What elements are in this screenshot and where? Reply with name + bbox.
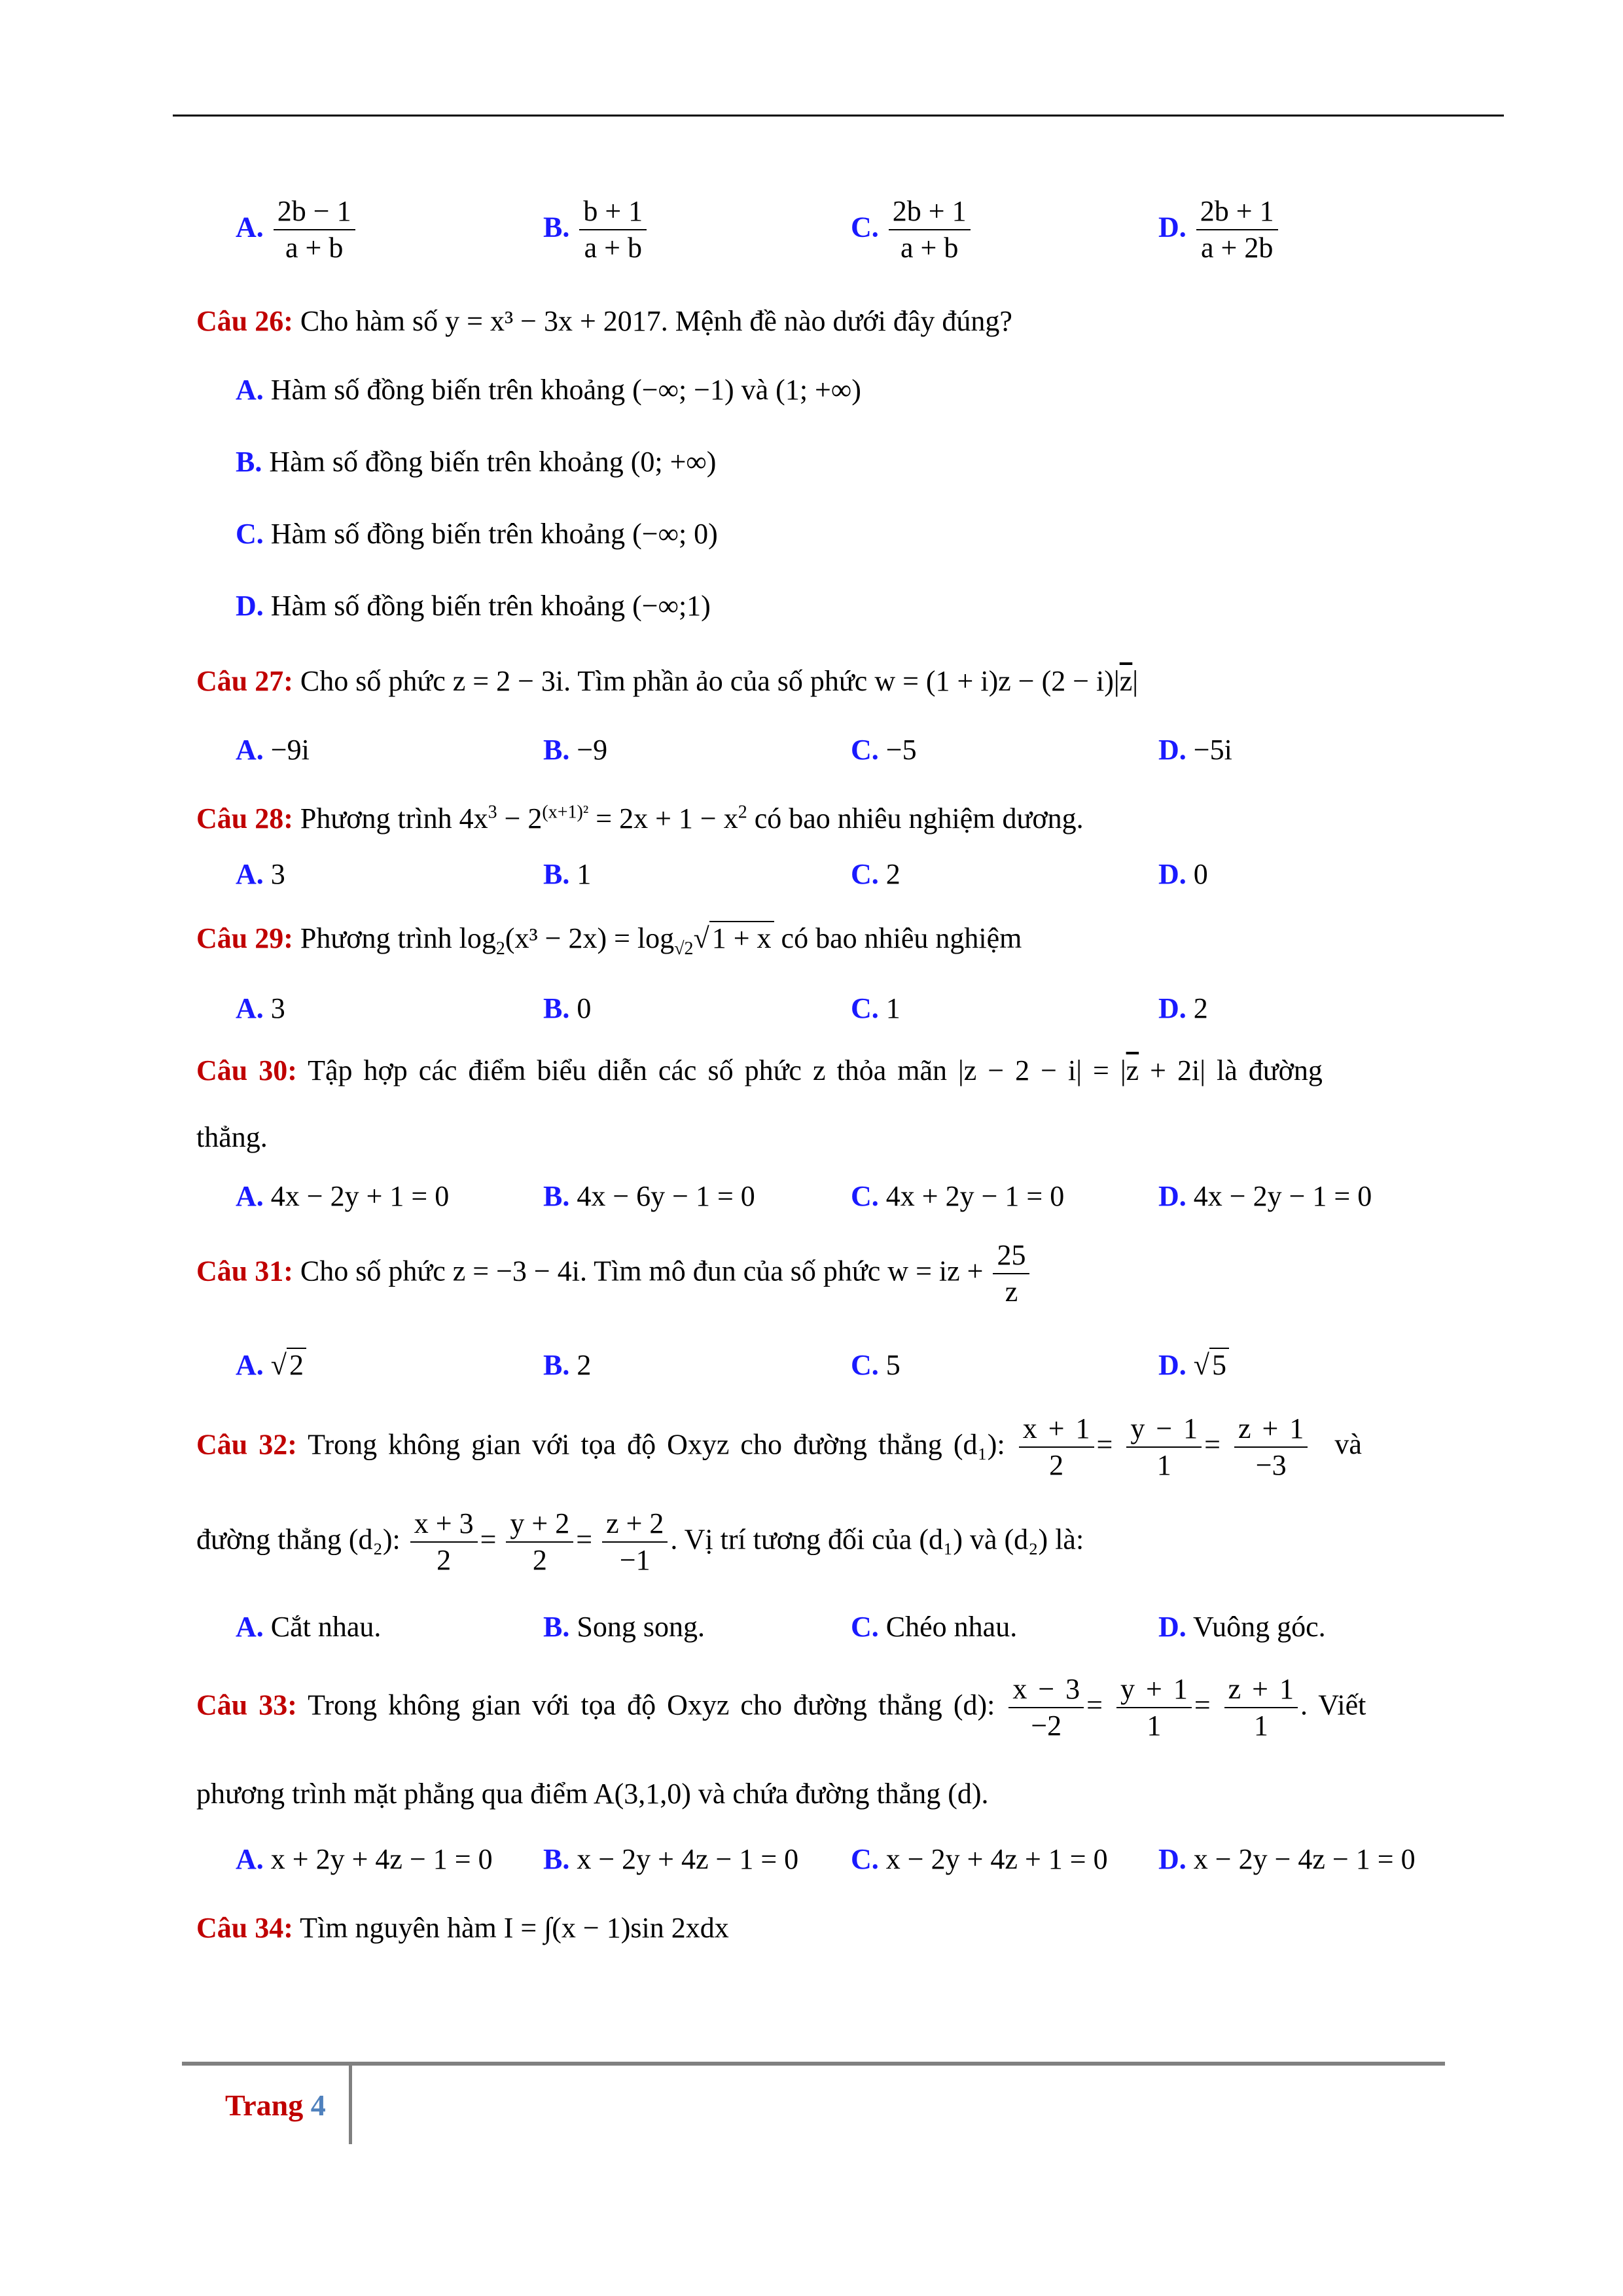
q29-option-d[interactable]: D. 2 — [1158, 992, 1208, 1024]
question-34: Câu 34: Tìm nguyên hàm I = ∫(x − 1)sin 2xdx — [196, 1912, 729, 1944]
q31-option-b[interactable]: B. 2 — [543, 1349, 592, 1381]
question-32-line2: đường thẳng (d₂): $\frac{x + 3}{2}$ = $\frac{y + 2}{2}$ = $\frac{z + 2}{-1}$ . Vị trí tương đối của (d₁) và (d₂) là: — [196, 1507, 1084, 1577]
question-33-line2: phương trình mặt phẳng qua điểm A(3,1,0) và chứa đường thẳng (d). — [196, 1778, 989, 1810]
q25-option-d[interactable]: D. $\frac{2b + 1}{a + 2b}$ — [1158, 196, 1281, 263]
q31-option-a[interactable]: A. √2 — [236, 1348, 306, 1382]
question-30: Câu 30: Tập hợp các điểm biểu diễn các số phức z thỏa mãn $|z - 2 - i| = |\overline{z} + 2i|$ là đường — [196, 1054, 1323, 1086]
q26-option-a[interactable]: A. Hàm số đồng biến trên khoảng (−∞; −1) và (1; +∞) — [236, 374, 861, 406]
q31-option-d[interactable]: D. √5 — [1158, 1348, 1229, 1382]
question-28: Câu 28: Phương trình $4x^3 - 2^{(x+1)^2} = 2x + 1 - x^2$ có bao nhiêu nghiệm dương. — [196, 802, 1084, 834]
page-number: Trang 4 — [225, 2089, 326, 2122]
q30-option-a[interactable]: A. 4x − 2y + 1 = 0 — [236, 1180, 450, 1212]
q30-option-c[interactable]: C. 4x + 2y − 1 = 0 — [851, 1180, 1065, 1212]
q25-option-c[interactable]: C. $\frac{2b + 1}{a + b}$ — [851, 196, 973, 263]
question-27: Câu 27: Cho số phức z = 2 − 3i. Tìm phần ảo của số phức $w = (1 + i)z - (2 - i)|\overline{z}|$ — [196, 665, 1139, 697]
q31-option-c[interactable]: C. 5 — [851, 1349, 901, 1381]
q27-option-d[interactable]: D. −5i — [1158, 734, 1232, 766]
q27-option-c[interactable]: C. −5 — [851, 734, 917, 766]
q33-option-d[interactable]: D. x − 2y − 4z − 1 = 0 — [1158, 1843, 1416, 1875]
q33-option-b[interactable]: B. x − 2y + 4z − 1 = 0 — [543, 1843, 799, 1875]
q29-option-a[interactable]: A. 3 — [236, 992, 285, 1024]
q28-option-d[interactable]: D. 0 — [1158, 858, 1208, 890]
q28-option-a[interactable]: A. 3 — [236, 858, 285, 890]
q30-option-d[interactable]: D. 4x − 2y − 1 = 0 — [1158, 1180, 1372, 1212]
q32-option-a[interactable]: A. Cắt nhau. — [236, 1611, 382, 1643]
footer-divider — [349, 2066, 352, 2144]
q33-option-a[interactable]: A. x + 2y + 4z − 1 = 0 — [236, 1843, 493, 1875]
question-33: Câu 33: Trong không gian với tọa độ Oxyz cho đường thẳng (d): $\frac{x - 3}{-2}$ = $\frac{y + 1}{1}$ = $\frac{z + 1}{1}$ . Viết — [196, 1673, 1366, 1742]
q30-option-b[interactable]: B. 4x − 6y − 1 = 0 — [543, 1180, 755, 1212]
q32-option-d[interactable]: D. Vuông góc. — [1158, 1611, 1326, 1643]
q28-option-c[interactable]: C. 2 — [851, 858, 901, 890]
q25-option-b[interactable]: B. $\frac{b + 1}{a + b}$ — [543, 196, 649, 263]
q26-option-d[interactable]: D. Hàm số đồng biến trên khoảng (−∞;1) — [236, 590, 711, 622]
q29-option-c[interactable]: C. 1 — [851, 992, 901, 1024]
q28-option-b[interactable]: B. 1 — [543, 858, 592, 890]
question-31: Câu 31: Cho số phức z = −3 − 4i. Tìm mô đun của số phức w = iz + $\frac{25}{z}$ — [196, 1240, 1032, 1307]
question-30-line2: thẳng. — [196, 1121, 268, 1153]
q26-option-c[interactable]: C. Hàm số đồng biến trên khoảng (−∞; 0) — [236, 518, 718, 550]
q32-option-c[interactable]: C. Chéo nhau. — [851, 1611, 1018, 1643]
q27-option-a[interactable]: A. −9i — [236, 734, 310, 766]
question-32: Câu 32: Trong không gian với tọa độ Oxyz cho đường thẳng (d₁): $\frac{x + 1}{2}$ = $\frac{y - 1}{1}$ = $\frac{z + 1}{-3}$ và — [196, 1412, 1362, 1482]
q27-option-b[interactable]: B. −9 — [543, 734, 608, 766]
q33-option-c[interactable]: C. x − 2y + 4z + 1 = 0 — [851, 1843, 1108, 1875]
question-29: Câu 29: Phương trình $\log_2(x^3 - 2x) = \log_{√2}√1 + x$ có bao nhiêu nghiệm — [196, 922, 1022, 959]
footer-rule — [182, 2062, 1445, 2066]
question-26: Câu 26: Cho hàm số y = x³ − 3x + 2017. Mệnh đề nào dưới đây đúng? — [196, 305, 1012, 337]
header-rule — [173, 115, 1504, 117]
q25-option-a[interactable]: A. $\frac{2b - 1}{a + b}$ — [236, 196, 358, 263]
q26-option-b[interactable]: B. Hàm số đồng biến trên khoảng (0; +∞) — [236, 446, 717, 478]
q29-option-b[interactable]: B. 0 — [543, 992, 592, 1024]
q32-option-b[interactable]: B. Song song. — [543, 1611, 705, 1643]
